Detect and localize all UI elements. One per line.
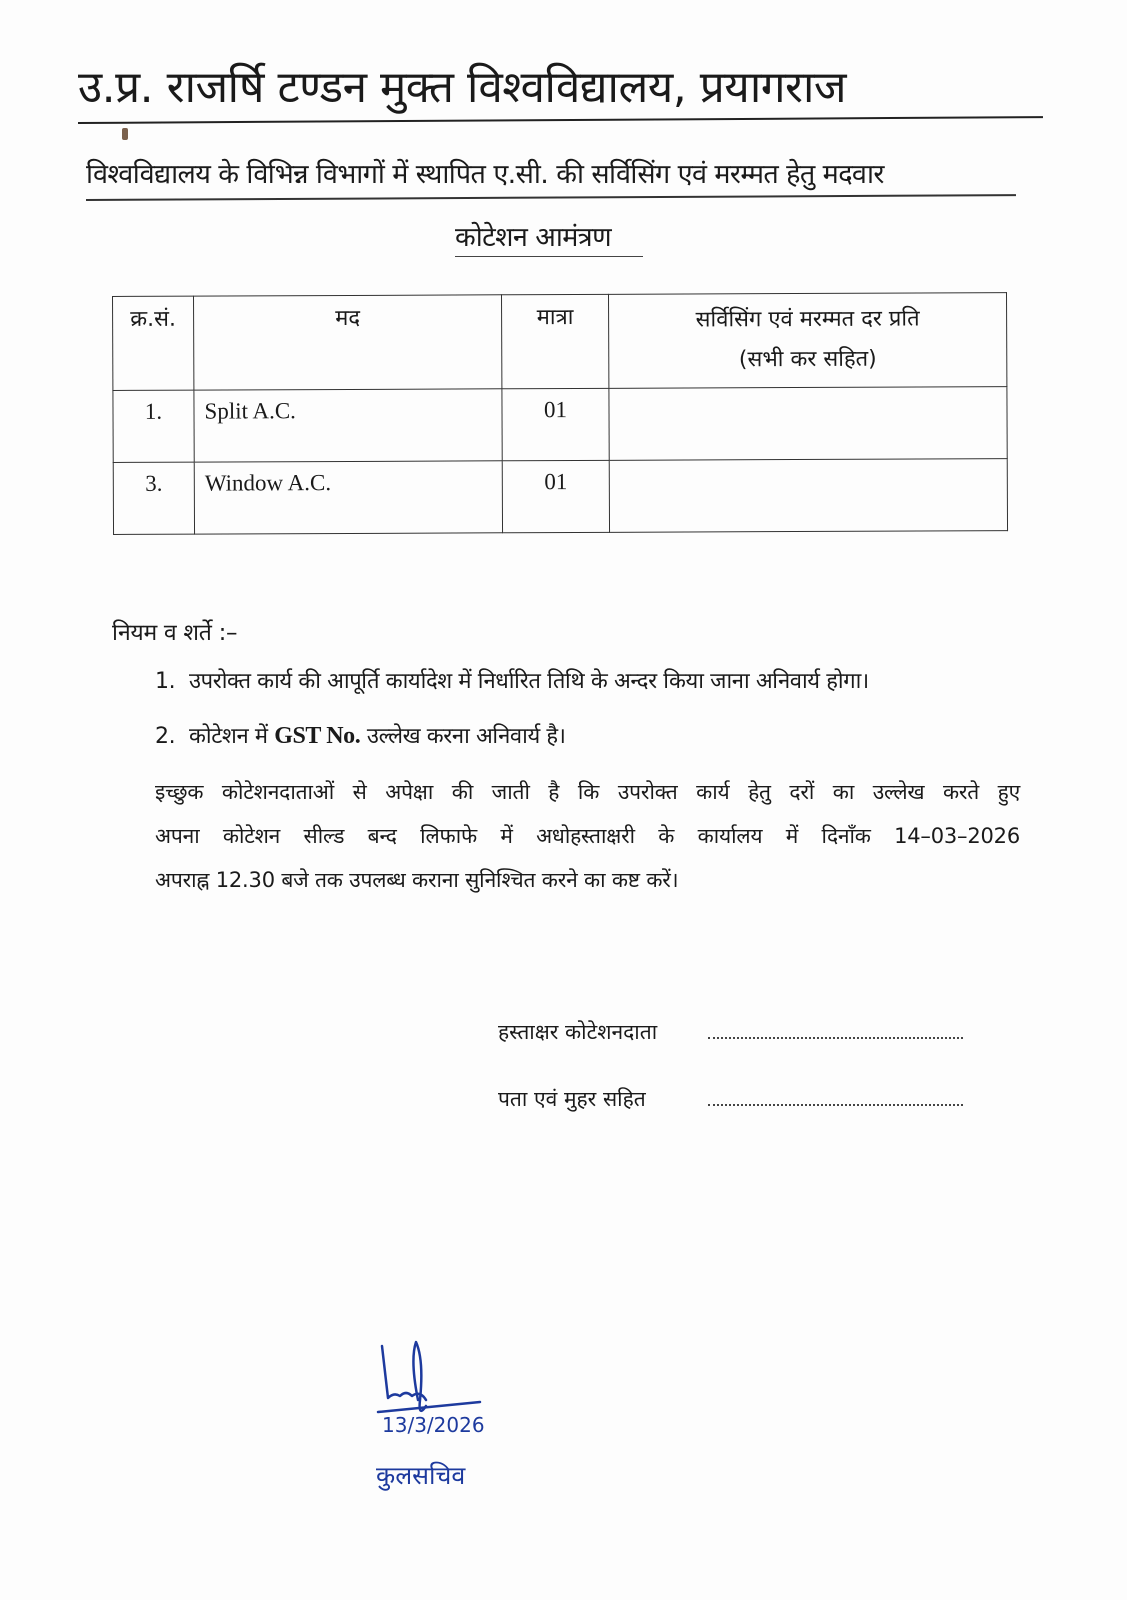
paragraph-line-1: इच्छुक कोटेशनदाताओं से अपेक्षा की जाती है कि उपरोक्त कार्य हेतु दरों का उल्लेख करते हुए <box>155 780 1020 804</box>
quoter-signature-label: हस्ताक्षर कोटेशनदाता <box>498 1020 658 1044</box>
row-serial: 1. <box>113 390 194 462</box>
term-item <box>155 720 566 750</box>
header-quantity: मात्रा <box>501 294 608 388</box>
table-row <box>113 459 1007 535</box>
term-number: 1. <box>155 669 176 694</box>
term-text-post: उल्लेख करना अनिवार्य है। <box>360 724 566 749</box>
quoter-signature-field <box>498 1018 963 1046</box>
address-dotted-line <box>708 1088 963 1106</box>
signature-dotted-line <box>708 1021 963 1039</box>
row-serial: 3. <box>113 462 194 534</box>
row-rate-blank <box>609 387 1007 461</box>
term-text: उपरोक्त कार्य की आपूर्ति कार्यादेश में निर्धारित तिथि के अन्दर किया जाना अनिवार्य होगा। <box>189 669 869 694</box>
term-item <box>155 665 869 695</box>
rates-table <box>112 292 1008 535</box>
subject-line-2-underline <box>455 256 643 257</box>
address-seal-field <box>498 1085 963 1113</box>
address-seal-label: पता एवं मुहर सहित <box>498 1087 646 1111</box>
subject-line-1: विश्वविद्यालय के विभिन्न विभागों में स्थापित ए.सी. की सर्विसिंग एवं मरम्मत हेतु मदवार <box>86 159 884 190</box>
row-item: Window A.C. <box>194 461 502 534</box>
term-number: 2. <box>155 724 176 749</box>
header-rate-line1: सर्विसिंग एवं मरम्मत दर प्रति <box>695 306 920 333</box>
instruction-paragraph <box>155 770 1020 902</box>
table-header-row <box>113 293 1007 391</box>
header-rate <box>608 293 1006 389</box>
signed-date: 13/3/2026 <box>382 1413 485 1437</box>
header-rate-line2: (सभी कर सहित) <box>738 346 877 373</box>
handwritten-signature <box>370 1340 520 1450</box>
terms-heading: नियम व शर्ते :– <box>112 620 238 646</box>
signatory-title: कुलसचिव <box>376 1461 466 1490</box>
row-item: Split A.C. <box>194 389 502 462</box>
term-text-pre: कोटेशन में <box>189 724 275 749</box>
row-rate-blank <box>609 459 1007 533</box>
row-quantity: 01 <box>502 388 609 460</box>
header-serial: क्र.सं. <box>113 296 194 390</box>
subject-underline <box>86 194 1016 201</box>
paragraph-line-3: अपराह्न 12.30 बजे तक उपलब्ध कराना सुनिश्चित करने का कष्ट करें। <box>155 868 679 892</box>
table-row <box>113 387 1007 463</box>
row-quantity: 01 <box>502 460 609 532</box>
gst-label: GST No. <box>274 723 361 749</box>
subject-line-2: कोटेशन आमंत्रण <box>455 222 612 253</box>
header-item: मद <box>194 295 502 390</box>
paragraph-line-2: अपना कोटेशन सील्ड बन्द लिफाफे में अधोहस्ताक्षरी के कार्यालय में दिनाँक 14–03–2026 <box>155 824 1020 848</box>
university-name: उ.प्र. राजर्षि टण्डन मुक्त विश्वविद्यालय, प्रयागराज <box>78 62 847 113</box>
scan-speck <box>122 128 128 140</box>
